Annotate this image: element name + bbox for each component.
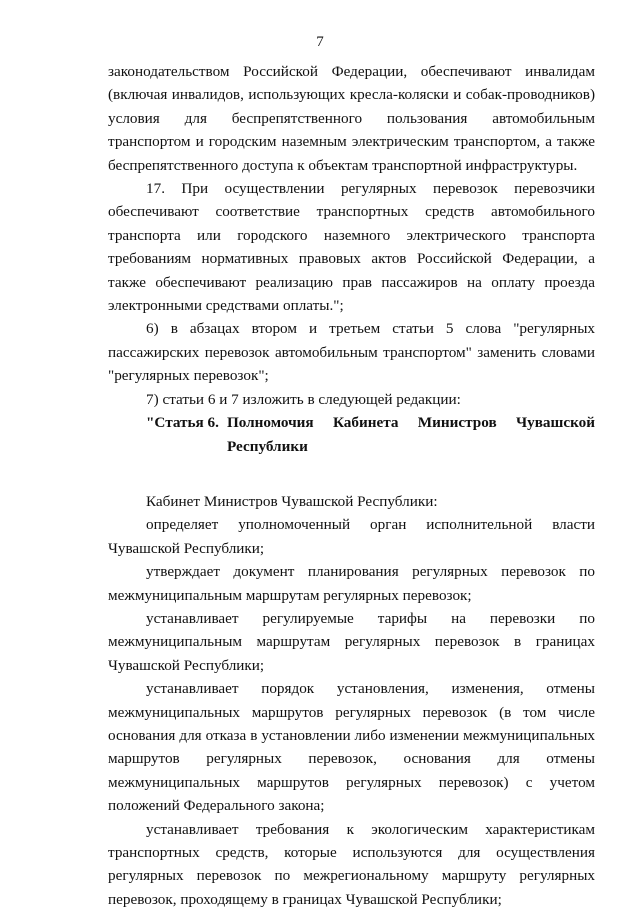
paragraph-item-7: 7) статьи 6 и 7 изложить в следующей редакции: (146, 390, 461, 408)
spacer (108, 458, 595, 490)
paragraph-power-2: утверждает документ планирования регулярных перевозок по межмуниципальным маршрутам регулярных перевозок; (108, 563, 595, 604)
paragraph-power-5: устанавливает требования к экологическим характеристикам транспортных средств, которые используются для осуществления регулярных перевозок по межрегиональному маршруту регулярных перевозок, проходящему в границах Чувашской Республики; (108, 820, 595, 908)
paragraph-intro: Кабинет Министров Чувашской Республики: (146, 492, 438, 510)
paragraph-item-6: 6) в абзацах втором и третьем статьи 5 слова "регулярных пассажирских перевозок автомобильным транспортом" заменить словами "регулярных перевозок"; (108, 320, 595, 385)
paragraph-power-4: устанавливает порядок установления, изменения, отмены межмуниципальных маршрутов регулярных перевозок (в том числе основания для отказа в установлении либо изменении межмуниципальных маршрутов регулярных перевозок, основания для отмены межмуниципальных маршрутов регулярных перевозок) с учетом положений Федерального закона; (108, 680, 595, 815)
article-number: "Статья 6. (146, 414, 219, 432)
paragraph-power-1: определяет уполномоченный орган исполнительной власти Чувашской Республики; (108, 516, 595, 557)
paragraph-item-17: 17. При осуществлении регулярных перевозок перевозчики обеспечивают соответствие транспортных средств автомобильного транспорта или городского наземного электрического транспорта требованиям нормативных правовых актов Российской Федерации, а также обеспечивают реализацию прав пассажиров на оплату проезда электронными средствами оплаты."; (108, 180, 595, 315)
article-heading (108, 411, 595, 458)
page-number: 7 (316, 34, 324, 50)
paragraph-continuation: законодательством Российской Федерации, обеспечивают инвалидам (включая инвалидов, использующих кресла-коляски и собак-проводников) условия для беспрепятственного пользования автомобильным транспортом и городским наземным электрическим транспортом, а также беспрепятственного доступа к объектам транспортной инфраструктуры. (108, 63, 595, 174)
document-body (108, 60, 595, 911)
paragraph-power-3: устанавливает регулируемые тарифы на перевозки по межмуниципальным маршрутам регулярных перевозок в границах Чувашской Республики; (108, 609, 595, 674)
article-title: Полномочия Кабинета Министров Чувашской Республики (226, 414, 595, 455)
